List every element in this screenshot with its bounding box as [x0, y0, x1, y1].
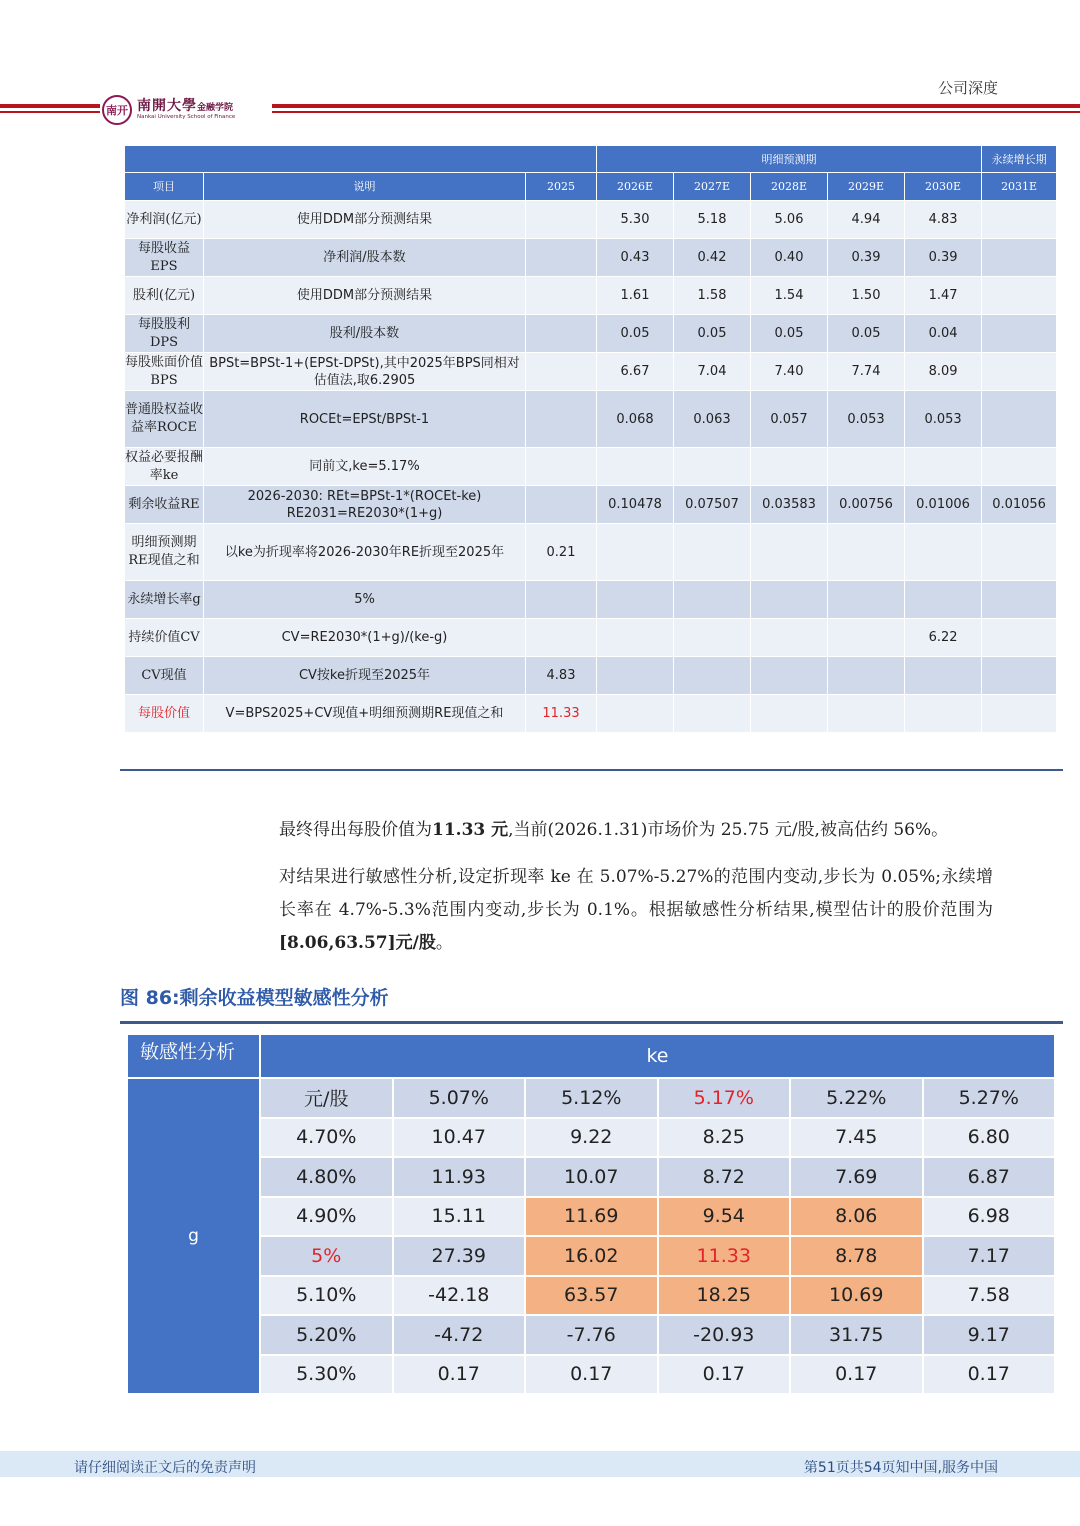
sensitivity-cell: 10.69: [790, 1276, 923, 1316]
value-cell: [526, 353, 597, 391]
value-cell: 0.39: [828, 239, 905, 277]
row-item-label: 净利润(亿元): [125, 201, 204, 239]
value-cell: 0.43: [597, 239, 674, 277]
value-cell: [828, 448, 905, 486]
value-cell: 0.053: [905, 391, 982, 448]
value-cell: [597, 524, 674, 581]
value-cell: 7.04: [674, 353, 751, 391]
g-value: 5.10%: [260, 1276, 393, 1316]
sensitivity-cell: 27.39: [393, 1236, 526, 1276]
disclaimer-note: 请仔细阅读正文后的免责声明: [74, 1460, 256, 1476]
value-cell: [526, 486, 597, 524]
row-description: 2026-2030: REt=BPSt-1*(ROCEt-ke) RE2031=RE2030*(1+g): [204, 486, 526, 524]
row-item-label: 普通股权益收益率ROCE: [125, 391, 204, 448]
value-cell: [526, 448, 597, 486]
column-header: 2028E: [751, 173, 828, 201]
header-blank: [125, 146, 597, 173]
value-cell: [828, 657, 905, 695]
row-description: 股利/股本数: [204, 315, 526, 353]
value-cell: [526, 619, 597, 657]
value-cell: 0.04: [905, 315, 982, 353]
sensitivity-cell: 18.25: [658, 1276, 791, 1316]
sensitivity-cell: 0.17: [393, 1355, 526, 1395]
row-description: 净利润/股本数: [204, 239, 526, 277]
value-cell: 0.42: [674, 239, 751, 277]
value-cell: 0.05: [751, 315, 828, 353]
value-cell: 7.74: [828, 353, 905, 391]
value-cell: [982, 581, 1057, 619]
value-cell: [982, 277, 1057, 315]
value-cell: 5.06: [751, 201, 828, 239]
value-cell: 0.05: [828, 315, 905, 353]
sensitivity-row: [127, 1197, 1055, 1237]
sensitivity-cell: 7.69: [790, 1157, 923, 1197]
value-cell: [982, 239, 1057, 277]
sensitivity-cell: 8.78: [790, 1236, 923, 1276]
row-description: CV按ke折现至2025年: [204, 657, 526, 695]
sensitivity-cell: 6.87: [923, 1157, 1056, 1197]
value-cell: [674, 581, 751, 619]
sensitivity-row: [127, 1276, 1055, 1316]
sensitivity-cell: 63.57: [525, 1276, 658, 1316]
sensitivity-cell: 7.17: [923, 1236, 1056, 1276]
row-description: BPSt=BPSt-1+(EPSt-DPSt),其中2025年BPS同相对估值法,取6.2905: [204, 353, 526, 391]
value-cell: 0.05: [597, 315, 674, 353]
value-cell: 0.01006: [905, 486, 982, 524]
sensitivity-cell: -20.93: [658, 1315, 791, 1355]
value-cell: 8.09: [905, 353, 982, 391]
value-cell: [905, 448, 982, 486]
table-row: [125, 277, 1057, 315]
sensitivity-cell: -4.72: [393, 1315, 526, 1355]
value-cell: 0.21: [526, 524, 597, 581]
value-cell: 11.33: [526, 695, 597, 733]
value-cell: 4.94: [828, 201, 905, 239]
value-cell: [597, 581, 674, 619]
value-cell: [751, 695, 828, 733]
row-item-label: 明细预测期RE现值之和: [125, 524, 204, 581]
value-cell: [982, 524, 1057, 581]
value-cell: [526, 581, 597, 619]
table-row: [125, 524, 1057, 581]
table-row: [125, 391, 1057, 448]
value-cell: 5.30: [597, 201, 674, 239]
sensitivity-cell: 11.93: [393, 1157, 526, 1197]
value-cell: [828, 581, 905, 619]
sensitivity-cell: 0.17: [658, 1355, 791, 1395]
table-row: [125, 201, 1057, 239]
sensitivity-cell: 0.17: [923, 1355, 1056, 1395]
forecast-period-header: 明细预测期: [597, 146, 982, 173]
row-item-label: 剩余收益RE: [125, 486, 204, 524]
ke-value: 5.07%: [393, 1078, 526, 1118]
value-cell: [674, 524, 751, 581]
value-cell: [982, 315, 1057, 353]
value-cell: 6.67: [597, 353, 674, 391]
value-cell: 0.40: [751, 239, 828, 277]
g-value: 4.80%: [260, 1157, 393, 1197]
sensitivity-cell: -7.76: [525, 1315, 658, 1355]
sensitivity-cell: 15.11: [393, 1197, 526, 1237]
value-cell: [597, 619, 674, 657]
ke-axis-header: ke: [260, 1034, 1055, 1078]
ke-value: 5.17%: [658, 1078, 791, 1118]
column-header: 项目: [125, 173, 204, 201]
row-item-label: 每股收益EPS: [125, 239, 204, 277]
ke-value: 5.22%: [790, 1078, 923, 1118]
ke-value: 5.12%: [525, 1078, 658, 1118]
value-cell: [597, 695, 674, 733]
value-cell: 0.068: [597, 391, 674, 448]
sensitivity-cell: 11.69: [525, 1197, 658, 1237]
page-number: 第51页共54页知中国,服务中国: [803, 1460, 998, 1476]
sensitivity-row: [127, 1355, 1055, 1395]
column-header: 2026E: [597, 173, 674, 201]
row-item-label: 每股账面价值BPS: [125, 353, 204, 391]
value-cell: [597, 448, 674, 486]
table-row: [125, 581, 1057, 619]
sensitivity-cell: 9.54: [658, 1197, 791, 1237]
row-description: V=BPS2025+CV现值+明细预测期RE现值之和: [204, 695, 526, 733]
value-cell: 7.40: [751, 353, 828, 391]
value-cell: [674, 657, 751, 695]
perpetual-period-header: 永续增长期: [982, 146, 1057, 173]
table-row: [125, 486, 1057, 524]
sensitivity-row: [127, 1118, 1055, 1158]
value-cell: 1.47: [905, 277, 982, 315]
row-description: 以ke为折现率将2026-2030年RE折现至2025年: [204, 524, 526, 581]
value-cell: 1.61: [597, 277, 674, 315]
value-cell: 0.01056: [982, 486, 1057, 524]
sensitivity-cell: -42.18: [393, 1276, 526, 1316]
sensitivity-cell: 9.22: [525, 1118, 658, 1158]
value-cell: 4.83: [526, 657, 597, 695]
value-cell: [526, 201, 597, 239]
value-cell: 0.00756: [828, 486, 905, 524]
value-cell: [982, 657, 1057, 695]
sensitivity-cell: 8.72: [658, 1157, 791, 1197]
value-cell: [982, 201, 1057, 239]
row-item-label: 每股股利DPS: [125, 315, 204, 353]
conclusion-paragraph: 最终得出每股价值为11.33 元,当前(2026.1.31)市场价为 25.75 元/股,被高估约 56%。: [279, 820, 949, 840]
table-row: [125, 448, 1057, 486]
value-cell: 0.05: [674, 315, 751, 353]
value-cell: [982, 619, 1057, 657]
sensitivity-cell: 8.06: [790, 1197, 923, 1237]
g-value: 4.70%: [260, 1118, 393, 1158]
sensitivity-cell: 8.25: [658, 1118, 791, 1158]
figure-title: 图 86:剩余收益模型敏感性分析: [120, 987, 389, 1009]
g-value: 4.90%: [260, 1197, 393, 1237]
logo-english: Nankai University School of Finance: [137, 114, 236, 121]
sensitivity-cell: 6.98: [923, 1197, 1056, 1237]
sensitivity-cell: 10.07: [525, 1157, 658, 1197]
g-value: 5.20%: [260, 1315, 393, 1355]
column-header: 2027E: [674, 173, 751, 201]
sensitivity-row: [127, 1157, 1055, 1197]
value-cell: 0.07507: [674, 486, 751, 524]
value-cell: [751, 581, 828, 619]
table-row: [125, 619, 1057, 657]
value-cell: [751, 524, 828, 581]
column-header: 2029E: [828, 173, 905, 201]
row-description: ROCEt=EPSt/BPSt-1: [204, 391, 526, 448]
value-cell: 1.54: [751, 277, 828, 315]
value-cell: [828, 619, 905, 657]
value-cell: [828, 524, 905, 581]
row-item-label: 持续价值CV: [125, 619, 204, 657]
value-cell: [526, 391, 597, 448]
row-description: CV=RE2030*(1+g)/(ke-g): [204, 619, 526, 657]
sensitivity-cell: 9.17: [923, 1315, 1056, 1355]
row-description: 5%: [204, 581, 526, 619]
value-cell: [674, 448, 751, 486]
value-cell: [905, 581, 982, 619]
value-cell: [751, 448, 828, 486]
sensitivity-cell: 0.17: [525, 1355, 658, 1395]
column-header: 2031E: [982, 173, 1057, 201]
university-logo: [102, 93, 270, 127]
row-item-label: 每股价值: [125, 695, 204, 733]
value-cell: [526, 315, 597, 353]
value-cell: [905, 657, 982, 695]
ke-values-row: [127, 1078, 1055, 1118]
sensitivity-cell: 31.75: [790, 1315, 923, 1355]
value-cell: 0.39: [905, 239, 982, 277]
value-cell: 0.10478: [597, 486, 674, 524]
value-cell: [905, 695, 982, 733]
logo-name: 南開大學金融学院: [137, 98, 234, 115]
table-row: [125, 353, 1057, 391]
value-cell: 6.22: [905, 619, 982, 657]
value-cell: [674, 619, 751, 657]
column-header: 说明: [204, 173, 526, 201]
sensitivity-cell: 0.17: [790, 1355, 923, 1395]
row-item-label: 永续增长率g: [125, 581, 204, 619]
row-description: 同前文,ke=5.17%: [204, 448, 526, 486]
value-cell: [905, 524, 982, 581]
row-description: 使用DDM部分预测结果: [204, 277, 526, 315]
table-row: [125, 695, 1057, 733]
row-item-label: 权益必要报酬率ke: [125, 448, 204, 486]
column-header: 2030E: [905, 173, 982, 201]
value-cell: 1.58: [674, 277, 751, 315]
value-cell: 5.18: [674, 201, 751, 239]
value-cell: [828, 695, 905, 733]
value-cell: [674, 695, 751, 733]
g-axis-header: g: [127, 1078, 260, 1394]
sensitivity-cell: 11.33: [658, 1236, 791, 1276]
sensitivity-cell: 7.45: [790, 1118, 923, 1158]
table-row: [125, 657, 1057, 695]
sensitivity-table: [126, 1033, 1056, 1395]
table-divider: [120, 769, 1063, 771]
value-cell: [982, 391, 1057, 448]
value-cell: [982, 695, 1057, 733]
value-cell: [982, 448, 1057, 486]
sensitivity-row: [127, 1236, 1055, 1276]
valuation-table: [124, 145, 1057, 733]
value-cell: 4.83: [905, 201, 982, 239]
document-type: 公司深度: [937, 79, 998, 97]
value-cell: 0.057: [751, 391, 828, 448]
row-description: 使用DDM部分预测结果: [204, 201, 526, 239]
value-cell: [526, 239, 597, 277]
value-cell: 0.053: [828, 391, 905, 448]
value-cell: 0.063: [674, 391, 751, 448]
g-value: 5.30%: [260, 1355, 393, 1395]
value-cell: [751, 657, 828, 695]
row-item-label: CV现值: [125, 657, 204, 695]
sensitivity-cell: 7.58: [923, 1276, 1056, 1316]
value-cell: [751, 619, 828, 657]
sensitivity-cell: 16.02: [525, 1236, 658, 1276]
g-value: 5%: [260, 1236, 393, 1276]
sensitivity-cell: 6.80: [923, 1118, 1056, 1158]
table-row: [125, 315, 1057, 353]
ke-value: 5.27%: [923, 1078, 1056, 1118]
seal-icon: 南开: [102, 95, 132, 125]
value-cell: 1.50: [828, 277, 905, 315]
value-cell: 0.03583: [751, 486, 828, 524]
sensitivity-corner: 敏感性分析: [127, 1034, 260, 1078]
row-item-label: 股利(亿元): [125, 277, 204, 315]
unit-label: 元/股: [260, 1078, 393, 1118]
value-cell: [982, 353, 1057, 391]
sensitivity-paragraph: 对结果进行敏感性分析,设定折现率 ke 在 5.07%-5.27%的范围内变动,步长为 0.05%;永续增长率在 4.7%-5.3%范围内变动,步长为 0.1%。根据敏感性分析结果,模型估计的股价范围为[8.06,63.57]元/股。: [279, 867, 993, 953]
value-cell: [597, 657, 674, 695]
figure-divider: [120, 1021, 1063, 1024]
table-row: [125, 239, 1057, 277]
column-header: 2025: [526, 173, 597, 201]
sensitivity-row: [127, 1315, 1055, 1355]
sensitivity-cell: 10.47: [393, 1118, 526, 1158]
value-cell: [526, 277, 597, 315]
